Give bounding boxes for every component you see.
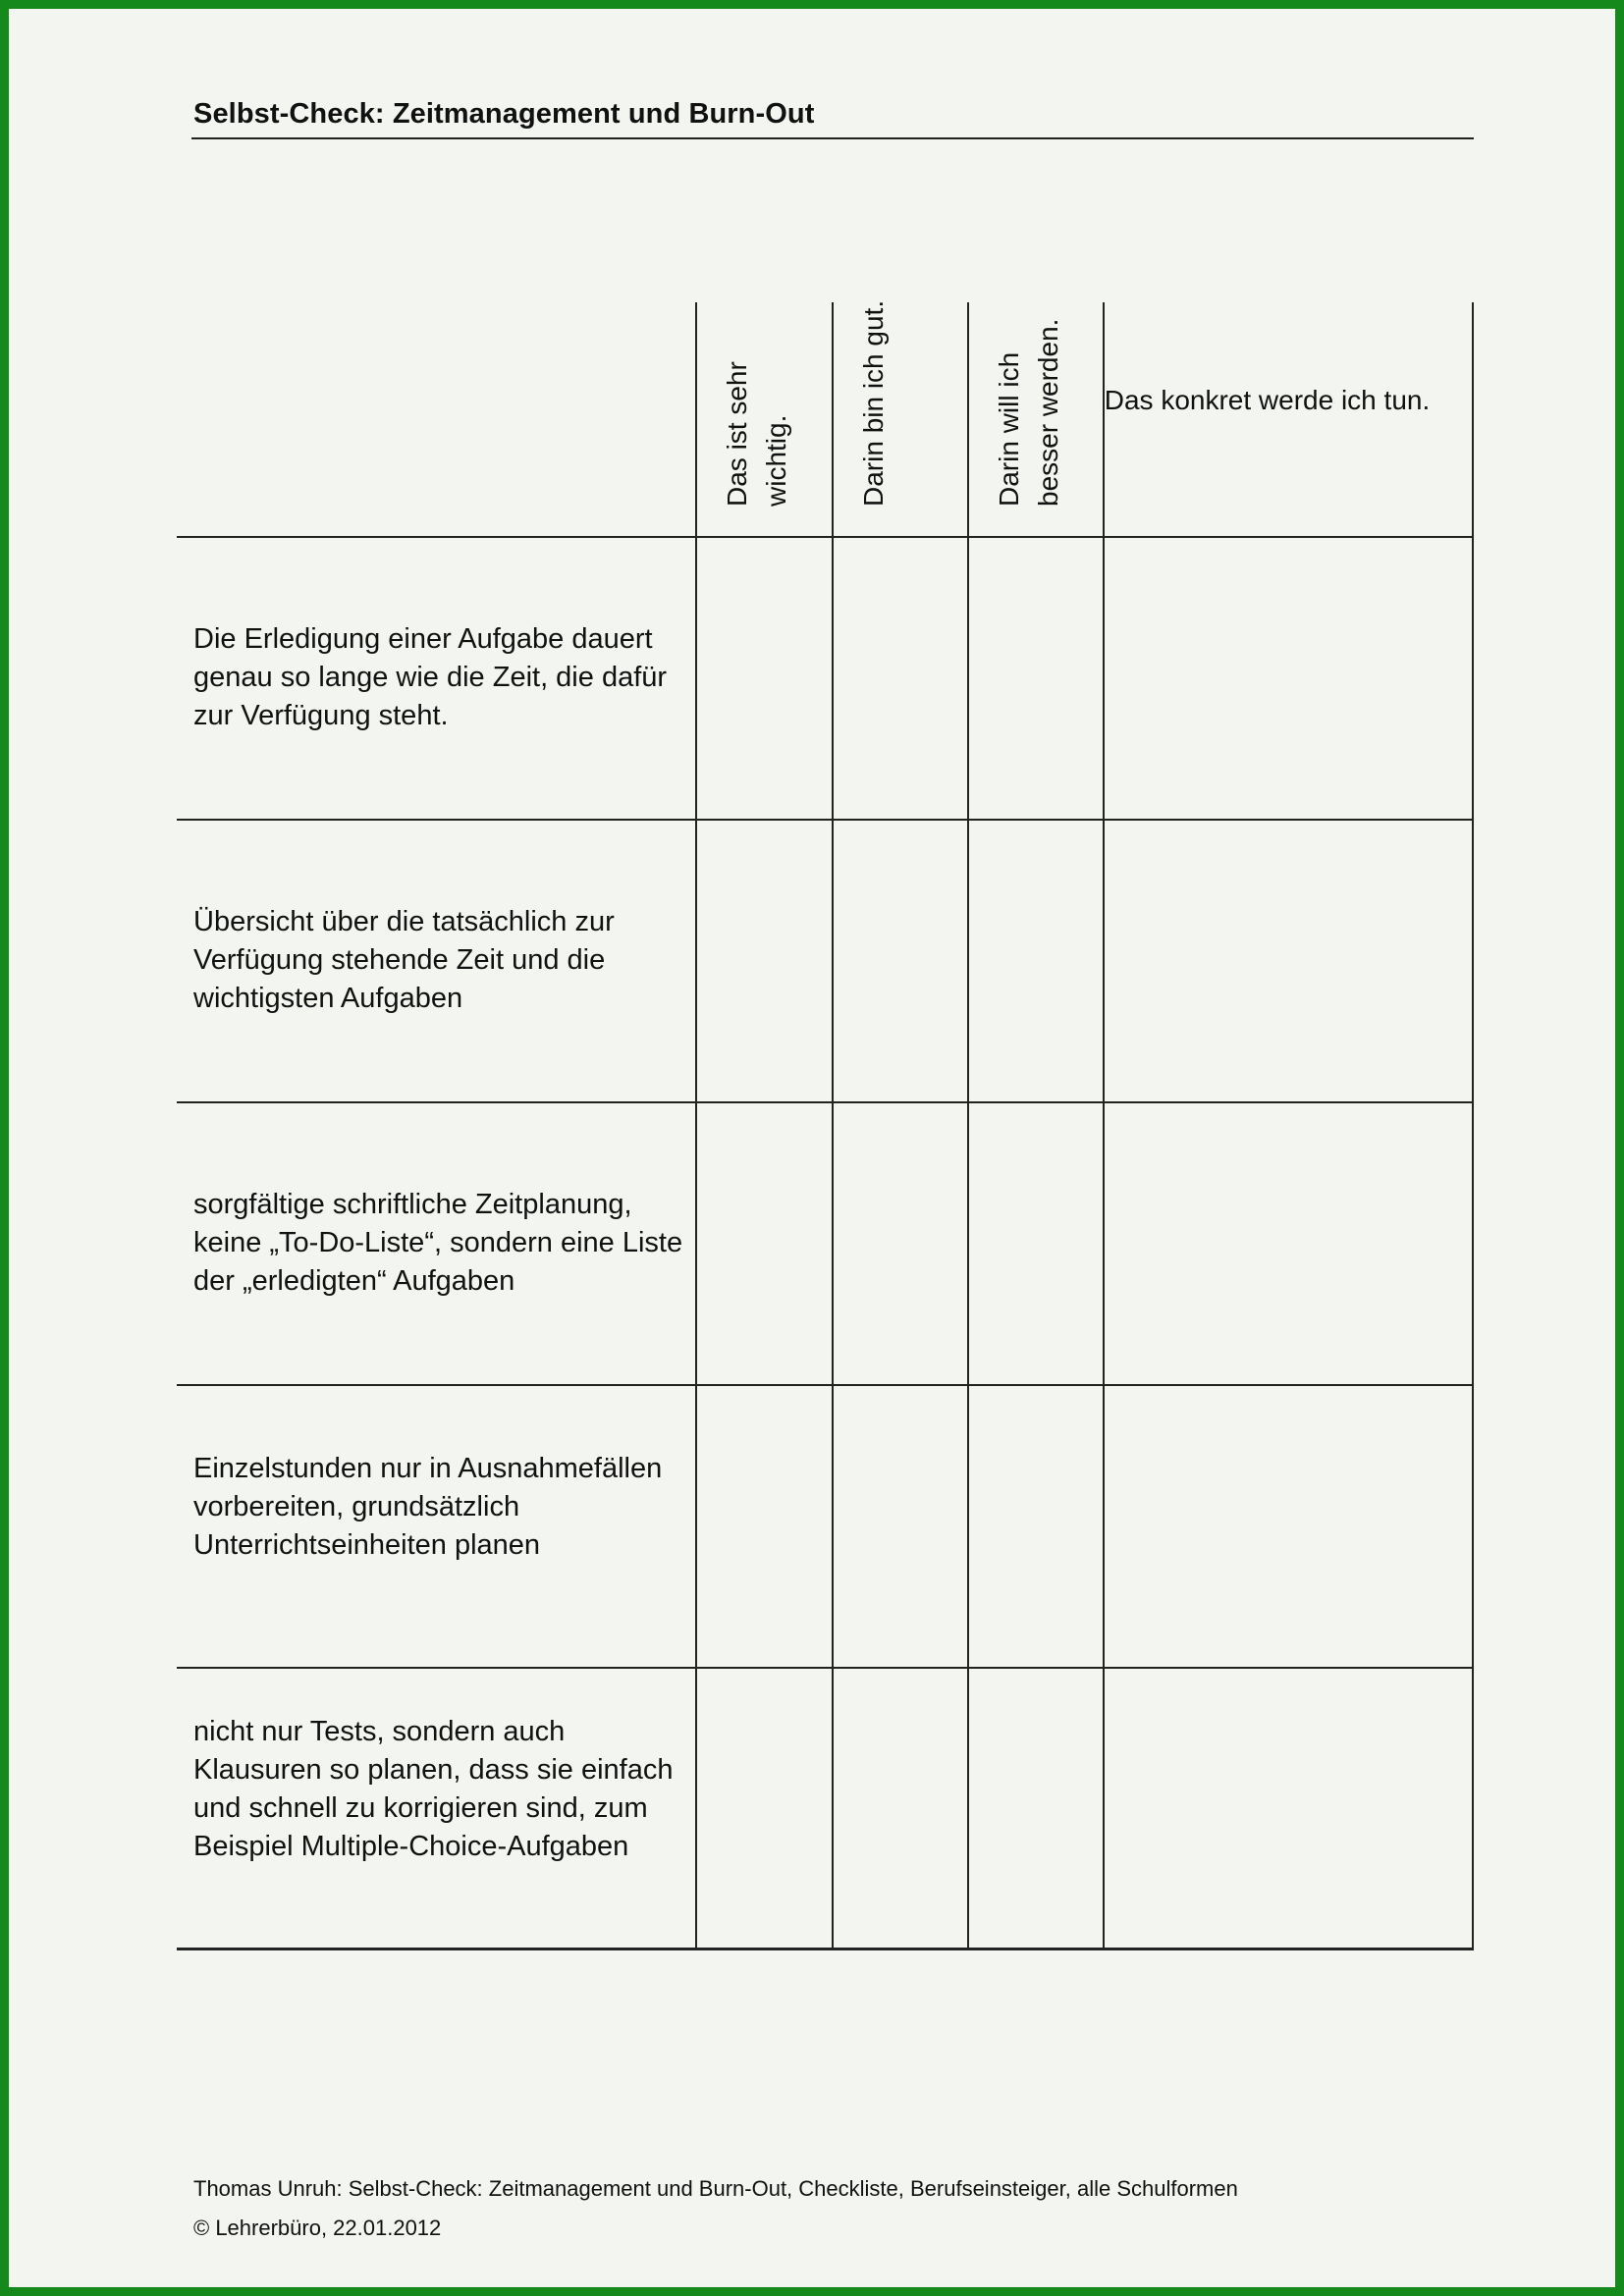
column-header-good-at bbox=[834, 299, 969, 536]
table-bottom-rule bbox=[177, 1948, 1474, 1950]
table-right-border bbox=[1472, 302, 1474, 1949]
column-divider bbox=[1103, 302, 1105, 1949]
table-row-item: Übersicht über die tatsächlich zur Verfügung stehende Zeit und die wichtigsten Aufgaben bbox=[193, 906, 615, 1014]
table-row-item: nicht nur Tests, sondern auch Klausuren so planen, dass sie einfach und schnell zu korrigieren sind, zum Beispiel Multiple-Choice-Aufgaben bbox=[193, 1716, 674, 1862]
table-row-item: Einzelstunden nur in Ausnahmefällen vorbereiten, grundsätzlich Unterrichtseinheiten planen bbox=[193, 1453, 663, 1561]
column-divider bbox=[695, 302, 697, 1949]
column-header-label: Darin will ich besser werden. bbox=[994, 318, 1063, 507]
document-title: Selbst-Check: Zeitmanagement und Burn-Out bbox=[193, 98, 815, 130]
row-divider bbox=[177, 1667, 1474, 1669]
column-header-label: Darin bin ich gut. bbox=[858, 299, 889, 507]
checklist-table bbox=[177, 299, 1474, 1949]
row-divider bbox=[177, 819, 1474, 821]
column-header-label: Das ist sehr wichtig. bbox=[722, 361, 791, 507]
table-row-item: Die Erledigung einer Aufgabe dauert genau so lange wie die Zeit, die dafür zur Verfügung steht. bbox=[193, 623, 668, 731]
column-divider bbox=[832, 302, 834, 1949]
column-divider bbox=[967, 302, 969, 1949]
footer-citation: Thomas Unruh: Selbst-Check: Zeitmanagement und Burn-Out, Checkliste, Berufseinsteiger, alle Schulformen bbox=[193, 2176, 1238, 2201]
row-divider bbox=[177, 1101, 1474, 1103]
header-rule bbox=[177, 536, 1474, 538]
footer-copyright: © Lehrerbüro, 22.01.2012 bbox=[193, 2216, 442, 2240]
title-underline bbox=[191, 137, 1474, 139]
column-header-improve bbox=[969, 302, 1105, 536]
table-row-item: sorgfältige schriftliche Zeitplanung, keine „To-Do-Liste“, sondern eine Liste der „erledigten“ Aufgaben bbox=[193, 1189, 683, 1297]
column-header-important bbox=[697, 302, 833, 536]
column-header-action-plan: Das konkret werde ich tun. bbox=[1104, 385, 1431, 415]
row-divider bbox=[177, 1384, 1474, 1386]
